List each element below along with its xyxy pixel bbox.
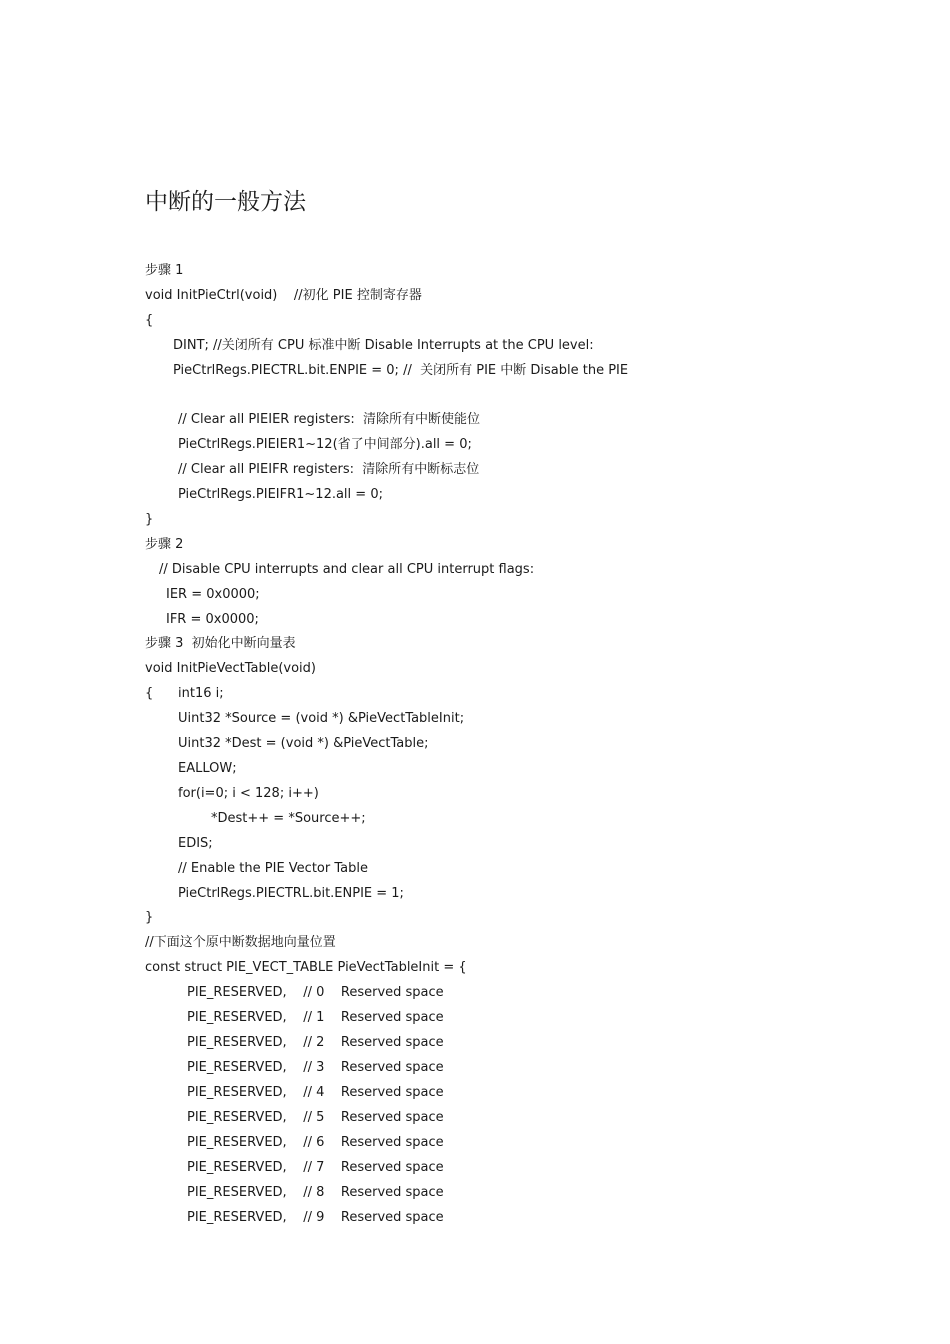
code-line: PIE_RESERVED, // 8 Reserved space (187, 1185, 444, 1200)
code-line: PIE_RESERVED, // 7 Reserved space (187, 1160, 444, 1175)
code-line: const struct PIE_VECT_TABLE PieVectTableInit = { (145, 960, 467, 975)
code-line: EALLOW; (178, 761, 237, 776)
code-line: PIE_RESERVED, // 6 Reserved space (187, 1135, 444, 1150)
code-line: DINT; //关闭所有 CPU 标准中断 Disable Interrupts at the CPU level: (173, 338, 594, 353)
code-line: IFR = 0x0000; (166, 612, 259, 627)
code-line: PIE_RESERVED, // 9 Reserved space (187, 1210, 444, 1225)
code-line: PieCtrlRegs.PIEIER1~12(省了中间部分).all = 0; (178, 437, 472, 452)
code-line: PIE_RESERVED, // 2 Reserved space (187, 1035, 444, 1050)
code-line: // Enable the PIE Vector Table (178, 861, 368, 876)
code-line: PIE_RESERVED, // 3 Reserved space (187, 1060, 444, 1075)
code-line: { (145, 686, 154, 701)
step-1-heading: 步骤 1 (145, 263, 184, 278)
code-line: PIE_RESERVED, // 4 Reserved space (187, 1085, 444, 1100)
code-line: // Clear all PIEIFR registers: 清除所有中断标志位 (178, 462, 480, 477)
code-line: for(i=0; i < 128; i++) (178, 786, 319, 801)
code-line: Uint32 *Dest = (void *) &PieVectTable; (178, 736, 429, 751)
code-line: PIE_RESERVED, // 0 Reserved space (187, 985, 444, 1000)
code-line: int16 i; (178, 686, 224, 701)
code-line: void InitPieCtrl(void) //初化 PIE 控制寄存器 (145, 288, 422, 303)
code-line: } (145, 910, 154, 925)
code-line: PIE_RESERVED, // 5 Reserved space (187, 1110, 444, 1125)
code-line: PIE_RESERVED, // 1 Reserved space (187, 1010, 444, 1025)
code-line: PieCtrlRegs.PIECTRL.bit.ENPIE = 1; (178, 886, 404, 901)
code-line: // Clear all PIEIER registers: 清除所有中断使能位 (178, 412, 480, 427)
code-line: PieCtrlRegs.PIEIFR1~12.all = 0; (178, 487, 383, 502)
code-line: EDIS; (178, 836, 213, 851)
code-line: } (145, 512, 154, 527)
code-line: *Dest++ = *Source++; (211, 811, 366, 826)
step-3-heading: 步骤 3 初始化中断向量表 (145, 636, 296, 651)
code-line: IER = 0x0000; (166, 587, 260, 602)
document-title: 中断的一般方法 (145, 189, 306, 215)
code-line: PieCtrlRegs.PIECTRL.bit.ENPIE = 0; // 关闭所有 PIE 中断 Disable the PIE (173, 363, 629, 378)
code-line: //下面这个原中断数据地向量位置 (145, 935, 336, 950)
code-line: // Disable CPU interrupts and clear all CPU interrupt flags: (159, 562, 535, 577)
code-line: void InitPieVectTable(void) (145, 661, 316, 676)
code-line: { (145, 313, 154, 328)
code-line: Uint32 *Source = (void *) &PieVectTableInit; (178, 711, 465, 726)
step-2-heading: 步骤 2 (145, 537, 184, 552)
